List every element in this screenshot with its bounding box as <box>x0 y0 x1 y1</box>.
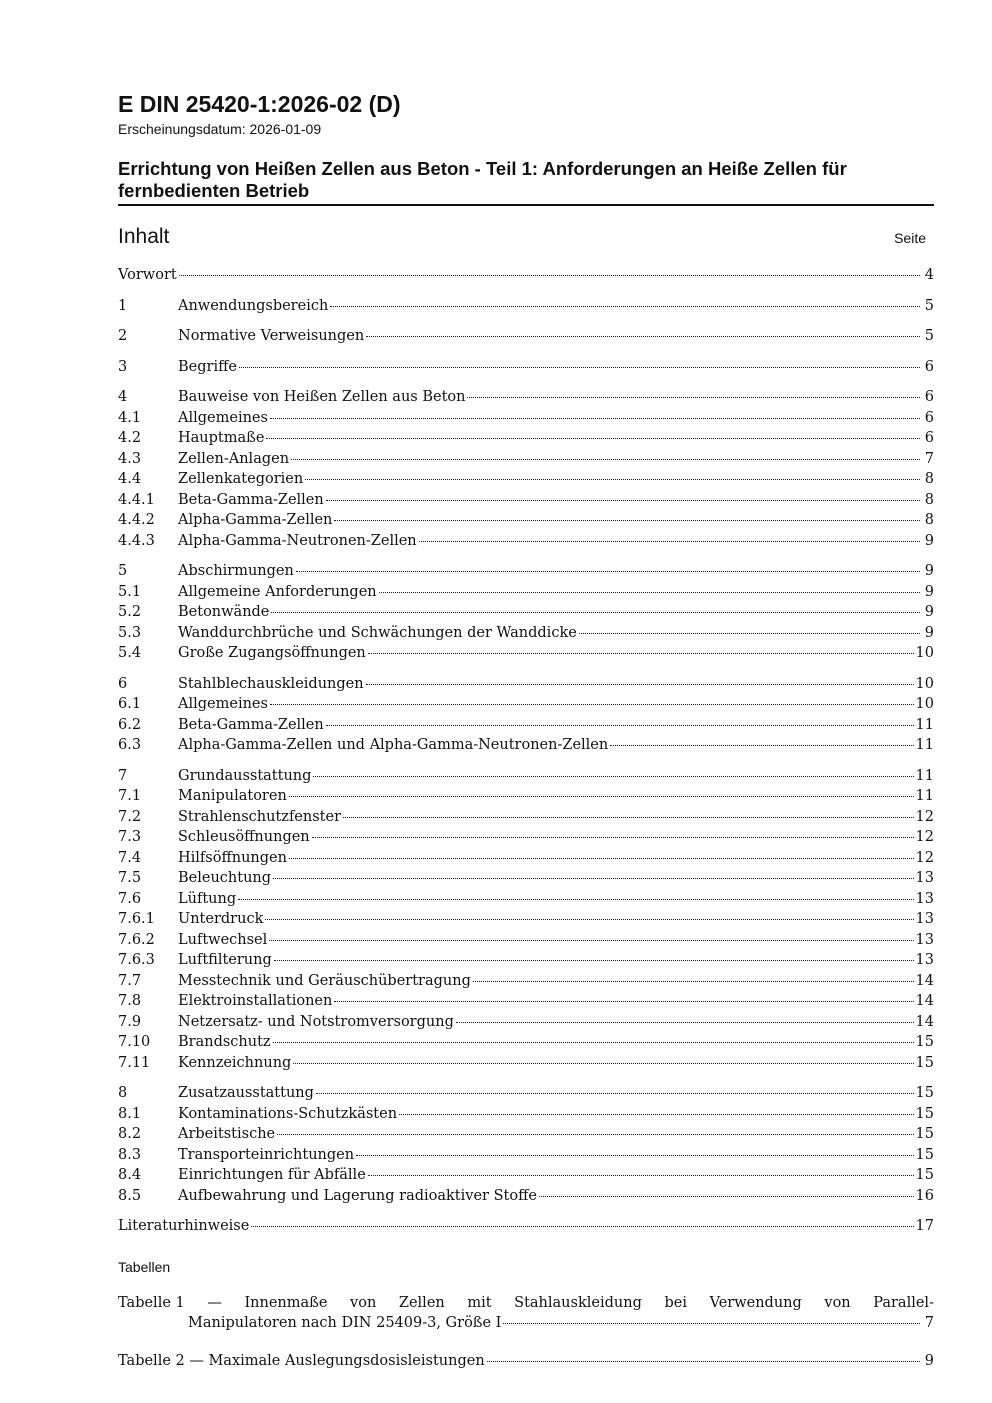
toc-entry[interactable] <box>118 265 934 286</box>
toc-entry-title: Allgemeines <box>178 409 268 426</box>
toc-entry-title: Einrichtungen für Abfälle <box>178 1167 366 1183</box>
table-entry-word: Stahlauskleidung <box>514 1294 642 1311</box>
toc-entry[interactable] <box>118 582 934 603</box>
toc-entry[interactable] <box>118 296 934 317</box>
toc-entry-title: Anwendungsbereich <box>178 297 329 314</box>
toc-entry-page: 9 <box>924 532 934 549</box>
dot-leader <box>368 1175 914 1176</box>
toc-entry-page: 14 <box>915 972 934 989</box>
toc-entry[interactable] <box>118 510 934 531</box>
toc-group <box>118 296 934 317</box>
dot-leader <box>330 306 920 307</box>
toc-entry-page: 15 <box>915 1085 934 1101</box>
toc-group <box>118 265 934 286</box>
toc-entry-page: 15 <box>915 1034 934 1050</box>
toc-entry[interactable] <box>118 766 934 787</box>
toc-entry-page: 10 <box>915 645 934 661</box>
document-page <box>118 90 934 1371</box>
toc-entry-title: Alpha-Gamma-Neutronen-Zellen <box>178 532 417 549</box>
table-entry-word: von <box>824 1294 851 1311</box>
toc-entry-number: 8.3 <box>118 1146 142 1163</box>
toc-entry-title: Abschirmungen <box>178 563 294 579</box>
dot-leader <box>368 653 914 654</box>
toc-entry-page: 15 <box>915 1167 934 1183</box>
toc-entry[interactable] <box>118 889 934 910</box>
toc-entry-page: 11 <box>915 788 934 804</box>
toc-entry-page: 9 <box>924 583 934 600</box>
toc-entry-number: 6.1 <box>118 696 142 712</box>
dot-leader <box>610 745 913 746</box>
toc-entry-page: 11 <box>915 737 934 753</box>
toc-entry[interactable] <box>118 694 934 715</box>
toc-entry[interactable] <box>118 387 934 408</box>
table-entry-word: Parallel- <box>873 1294 934 1311</box>
toc-entry-title: Schleusöffnungen <box>178 829 310 845</box>
toc-entry[interactable] <box>118 490 934 511</box>
dot-leader <box>277 1134 913 1135</box>
toc-entry-number: 7.5 <box>118 870 142 886</box>
toc-entry-page: 8 <box>924 491 934 508</box>
dot-leader <box>251 1226 913 1227</box>
toc-entry-number: 6.2 <box>118 716 142 733</box>
toc-entry-title: Normative Verweisungen <box>178 328 365 344</box>
toc-entry-page: 10 <box>915 696 934 712</box>
toc-entry-title: Vorwort <box>118 267 177 283</box>
toc-entry-number: 5.1 <box>118 583 142 600</box>
toc-entry[interactable] <box>118 1083 934 1104</box>
toc-entry-title: Allgemeine Anforderungen <box>178 583 377 600</box>
toc-entry-title: Begriffe <box>178 358 237 375</box>
toc-entry-page: 10 <box>915 675 934 692</box>
toc-entry-title: Kontaminations-Schutzkästen <box>178 1105 398 1122</box>
dot-leader <box>419 541 920 542</box>
table-entry-text: Tabelle 2 — Maximale Auslegungsdosisleistungen <box>118 1352 485 1369</box>
toc-entry-page: 5 <box>924 297 934 314</box>
dot-leader <box>293 1063 913 1064</box>
toc-entry[interactable] <box>118 827 934 848</box>
toc-entry-number: 5.4 <box>118 645 142 661</box>
toc-entry[interactable] <box>118 357 934 378</box>
toc-entry-number: 4 <box>118 389 128 405</box>
dot-leader <box>326 500 920 501</box>
dot-leader <box>239 367 920 368</box>
toc-entry[interactable] <box>118 561 934 582</box>
publication-date: Erscheinungsdatum: 2026-01-09 <box>118 121 322 137</box>
toc-entry-number: 7 <box>118 767 128 784</box>
dot-leader <box>366 684 914 685</box>
toc-entry-number: 5 <box>118 563 128 579</box>
dot-leader <box>316 1093 914 1094</box>
toc-entry[interactable] <box>118 786 934 807</box>
toc-entry-title: Beleuchtung <box>178 870 272 886</box>
toc-entry-number: 2 <box>118 328 128 344</box>
toc-entry-number: 7.4 <box>118 849 142 866</box>
toc-entry-page: 9 <box>924 624 934 641</box>
toc-entry-number: 5.2 <box>118 604 142 620</box>
toc-entry-page: 14 <box>915 1013 934 1030</box>
toc-entry-number: 8.4 <box>118 1167 142 1183</box>
dot-leader <box>273 878 914 879</box>
document-id: E DIN 25420-1:2026-02 (D) <box>118 91 401 117</box>
toc-entry-page: 7 <box>924 450 934 467</box>
toc-entry[interactable] <box>118 1186 934 1207</box>
toc-entry[interactable] <box>118 1053 934 1074</box>
toc-entry-page: 9 <box>924 563 934 579</box>
toc-entry-title: Strahlenschutzfenster <box>178 808 342 825</box>
toc-entry[interactable] <box>118 971 934 992</box>
toc-entry[interactable] <box>118 950 934 971</box>
toc-entry[interactable] <box>118 326 934 347</box>
dot-leader <box>289 858 914 859</box>
toc-entry-number: 7.6.2 <box>118 931 155 948</box>
toc-entry[interactable] <box>118 531 934 552</box>
dot-leader <box>312 837 914 838</box>
toc-header <box>118 225 934 265</box>
toc-entry-title: Alpha-Gamma-Zellen und Alpha-Gamma-Neutronen-Zellen <box>178 737 609 753</box>
dot-leader <box>179 275 920 276</box>
toc-entry-title: Arbeitstische <box>178 1126 276 1142</box>
toc-group <box>118 674 934 756</box>
table-entry-word: mit <box>467 1294 492 1311</box>
toc-entry[interactable] <box>118 674 934 695</box>
dot-leader <box>305 479 920 480</box>
page-column-label: Seite <box>894 230 926 246</box>
toc-entry-page: 5 <box>924 328 934 344</box>
toc-entry-title: Beta-Gamma-Zellen <box>178 716 324 733</box>
toc-entry[interactable] <box>118 1216 934 1237</box>
toc-group <box>118 561 934 664</box>
toc-entry[interactable] <box>118 1104 934 1125</box>
dot-leader <box>366 336 920 337</box>
toc-group <box>118 326 934 347</box>
toc-entry-page: 13 <box>915 931 934 948</box>
toc-entry-number: 8 <box>118 1085 128 1101</box>
dot-leader <box>270 418 920 419</box>
toc-entry-title: Elektroinstallationen <box>178 993 333 1009</box>
dot-leader <box>503 1323 920 1324</box>
toc-entry[interactable] <box>118 449 934 470</box>
toc-entry-number: 4.4.3 <box>118 532 155 549</box>
toc-entry-page: 6 <box>924 409 934 426</box>
toc-entry-title: Lüftung <box>178 890 237 907</box>
toc-entry[interactable] <box>118 735 934 756</box>
dot-leader <box>334 520 920 521</box>
toc-entry[interactable] <box>118 643 934 664</box>
toc-entry-title: Stahlblechauskleidungen <box>178 675 364 692</box>
tables-heading: Tabellen <box>118 1258 171 1275</box>
toc-entry[interactable] <box>118 1165 934 1186</box>
dot-leader <box>579 633 920 634</box>
table-of-contents <box>118 265 934 1237</box>
toc-entry-title: Zellenkategorien <box>178 471 304 487</box>
dot-leader <box>334 1001 913 1002</box>
toc-entry[interactable] <box>118 602 934 623</box>
toc-entry-title: Aufbewahrung und Lagerung radioaktiver Stoffe <box>178 1187 537 1204</box>
toc-entry-page: 15 <box>915 1146 934 1163</box>
toc-entry-number: 8.2 <box>118 1126 142 1142</box>
table-entry-word: Zellen <box>398 1294 445 1311</box>
toc-entry-title: Manipulatoren <box>178 788 287 804</box>
toc-entry[interactable] <box>118 1012 934 1033</box>
toc-entry-title: Hilfsöffnungen <box>178 849 287 866</box>
dot-leader <box>270 704 914 705</box>
toc-entry-title: Transporteinrichtungen <box>178 1146 355 1163</box>
dot-leader <box>399 1114 914 1115</box>
toc-entry-page: 11 <box>915 716 934 733</box>
toc-entry-number: 4.2 <box>118 430 142 446</box>
toc-entry-page: 15 <box>915 1126 934 1142</box>
toc-entry-title: Wanddurchbrüche und Schwächungen der Wanddicke <box>178 624 577 641</box>
toc-group <box>118 387 934 551</box>
dot-leader <box>271 612 920 613</box>
toc-entry-page: 12 <box>915 808 934 825</box>
toc-entry-page: 17 <box>915 1218 934 1234</box>
toc-entry-number: 7.3 <box>118 829 142 845</box>
toc-group <box>118 766 934 1074</box>
toc-entry-page: 8 <box>924 512 934 528</box>
toc-entry-number: 7.7 <box>118 972 142 989</box>
toc-entry-page: 8 <box>924 471 934 487</box>
toc-entry-title: Zellen-Anlagen <box>178 450 290 467</box>
toc-entry-number: 1 <box>118 297 128 314</box>
dot-leader <box>313 776 913 777</box>
toc-entry-number: 8.1 <box>118 1105 142 1122</box>
toc-entry[interactable] <box>118 991 934 1012</box>
table-entry-line <box>118 1293 934 1313</box>
toc-entry[interactable] <box>118 623 934 644</box>
toc-entry-title: Bauweise von Heißen Zellen aus Beton <box>178 389 466 405</box>
toc-entry-number: 7.1 <box>118 788 142 804</box>
toc-entry-title: Zusatzausstattung <box>178 1085 314 1101</box>
table-entry-word: von <box>350 1294 377 1311</box>
toc-group <box>118 1083 934 1206</box>
dot-leader <box>291 459 920 460</box>
toc-entry-number: 7.8 <box>118 993 142 1009</box>
table-entry-dash: — <box>207 1294 222 1311</box>
toc-entry-title: Messtechnik und Geräuschübertragung <box>178 972 471 989</box>
toc-entry[interactable] <box>118 909 934 930</box>
toc-entry[interactable] <box>118 715 934 736</box>
toc-entry-page: 14 <box>915 993 934 1009</box>
dot-leader <box>273 1042 914 1043</box>
toc-entry-title: Netzersatz- und Notstromversorgung <box>178 1013 454 1030</box>
toc-entry-page: 13 <box>915 911 934 927</box>
toc-entry-number: 4.1 <box>118 409 142 426</box>
dot-leader <box>238 899 913 900</box>
table-list-entry-2[interactable] <box>118 1351 934 1371</box>
toc-entry-title: Hauptmaße <box>178 430 265 446</box>
toc-entry-title: Alpha-Gamma-Zellen <box>178 512 333 528</box>
table-entry-line <box>118 1351 934 1371</box>
toc-entry-title: Luftwechsel <box>178 931 268 948</box>
toc-entry[interactable] <box>118 1124 934 1145</box>
table-entry-word: Verwendung <box>709 1294 802 1311</box>
toc-entry-number: 7.6.1 <box>118 911 155 927</box>
toc-entry-title: Betonwände <box>178 604 270 620</box>
table-entry-label: Tabelle 1 <box>118 1294 185 1311</box>
toc-entry-title: Kennzeichnung <box>178 1054 292 1071</box>
toc-entry-number: 4.4 <box>118 471 142 487</box>
toc-entry-page: 13 <box>915 952 934 968</box>
toc-entry[interactable] <box>118 408 934 429</box>
toc-entry-title: Luftfilterung <box>178 952 272 968</box>
toc-entry-page: 9 <box>924 604 934 620</box>
toc-entry[interactable] <box>118 469 934 490</box>
dot-leader <box>266 438 920 439</box>
toc-entry-page: 15 <box>915 1054 934 1071</box>
table-entry-word: bei <box>664 1294 687 1311</box>
dot-leader <box>269 940 913 941</box>
toc-heading: Inhalt <box>118 225 170 248</box>
toc-entry-title: Brandschutz <box>178 1034 271 1050</box>
toc-entry-page: 6 <box>924 358 934 375</box>
dot-leader <box>473 981 914 982</box>
table-list-entry-1[interactable] <box>118 1293 934 1333</box>
table-entry-line <box>118 1313 934 1333</box>
dot-leader <box>379 592 920 593</box>
toc-entry-number: 4.4.1 <box>118 491 155 508</box>
toc-entry[interactable] <box>118 428 934 449</box>
toc-entry-page: 16 <box>915 1187 934 1204</box>
toc-entry-number: 4.3 <box>118 450 142 467</box>
dot-leader <box>467 397 920 398</box>
toc-entry-number: 8.5 <box>118 1187 142 1204</box>
toc-entry-title: Große Zugangsöffnungen <box>178 645 366 661</box>
toc-entry-number: 7.6.3 <box>118 952 155 968</box>
toc-entry-number: 7.10 <box>118 1034 151 1050</box>
toc-entry-title: Grundausstattung <box>178 767 312 784</box>
toc-entry-page: 4 <box>924 267 934 283</box>
toc-entry-number: 3 <box>118 358 128 375</box>
toc-entry-number: 7.9 <box>118 1013 142 1030</box>
toc-entry-number: 6 <box>118 675 128 692</box>
dot-leader <box>326 725 914 726</box>
toc-group <box>118 1216 934 1237</box>
toc-entry-page: 15 <box>915 1105 934 1122</box>
toc-entry[interactable] <box>118 930 934 951</box>
toc-entry-number: 7.6 <box>118 890 142 907</box>
toc-entry-number: 7.2 <box>118 808 142 825</box>
document-title: Errichtung von Heißen Zellen aus Beton - Teil 1: Anforderungen an Heiße Zellen für fernbedienten Betrieb <box>118 158 934 206</box>
toc-entry-page: 6 <box>924 430 934 446</box>
dot-leader <box>456 1022 914 1023</box>
table-entry-page: 7 <box>924 1314 934 1331</box>
table-entry-word: Innenmaße <box>244 1294 328 1311</box>
toc-entry-number: 5.3 <box>118 624 142 641</box>
dot-leader <box>296 571 920 572</box>
toc-entry[interactable] <box>118 848 934 869</box>
toc-entry-title: Literaturhinweise <box>118 1218 250 1234</box>
toc-entry[interactable] <box>118 807 934 828</box>
table-entry-page: 9 <box>924 1352 934 1369</box>
toc-entry-page: 13 <box>915 870 934 886</box>
toc-entry-page: 6 <box>924 389 934 405</box>
dot-leader <box>265 919 913 920</box>
toc-entry-page: 12 <box>915 829 934 845</box>
toc-entry-number: 4.4.2 <box>118 512 155 528</box>
toc-entry-number: 6.3 <box>118 737 142 753</box>
dot-leader <box>487 1361 920 1362</box>
toc-entry-page: 12 <box>915 849 934 866</box>
toc-entry-page: 13 <box>915 890 934 907</box>
toc-entry[interactable] <box>118 868 934 889</box>
dot-leader <box>539 1196 914 1197</box>
toc-entry-page: 11 <box>915 767 934 784</box>
dot-leader <box>289 796 914 797</box>
toc-entry[interactable] <box>118 1145 934 1166</box>
dot-leader <box>274 960 914 961</box>
toc-entry-number: 7.11 <box>118 1054 151 1071</box>
dot-leader <box>356 1155 913 1156</box>
toc-entry-title: Beta-Gamma-Zellen <box>178 491 324 508</box>
table-entry-text: Manipulatoren nach DIN 25409-3, Größe I <box>188 1314 502 1331</box>
toc-group <box>118 357 934 378</box>
toc-entry-title: Allgemeines <box>178 696 268 712</box>
toc-entry[interactable] <box>118 1032 934 1053</box>
dot-leader <box>343 817 914 818</box>
toc-entry-title: Unterdruck <box>178 911 264 927</box>
